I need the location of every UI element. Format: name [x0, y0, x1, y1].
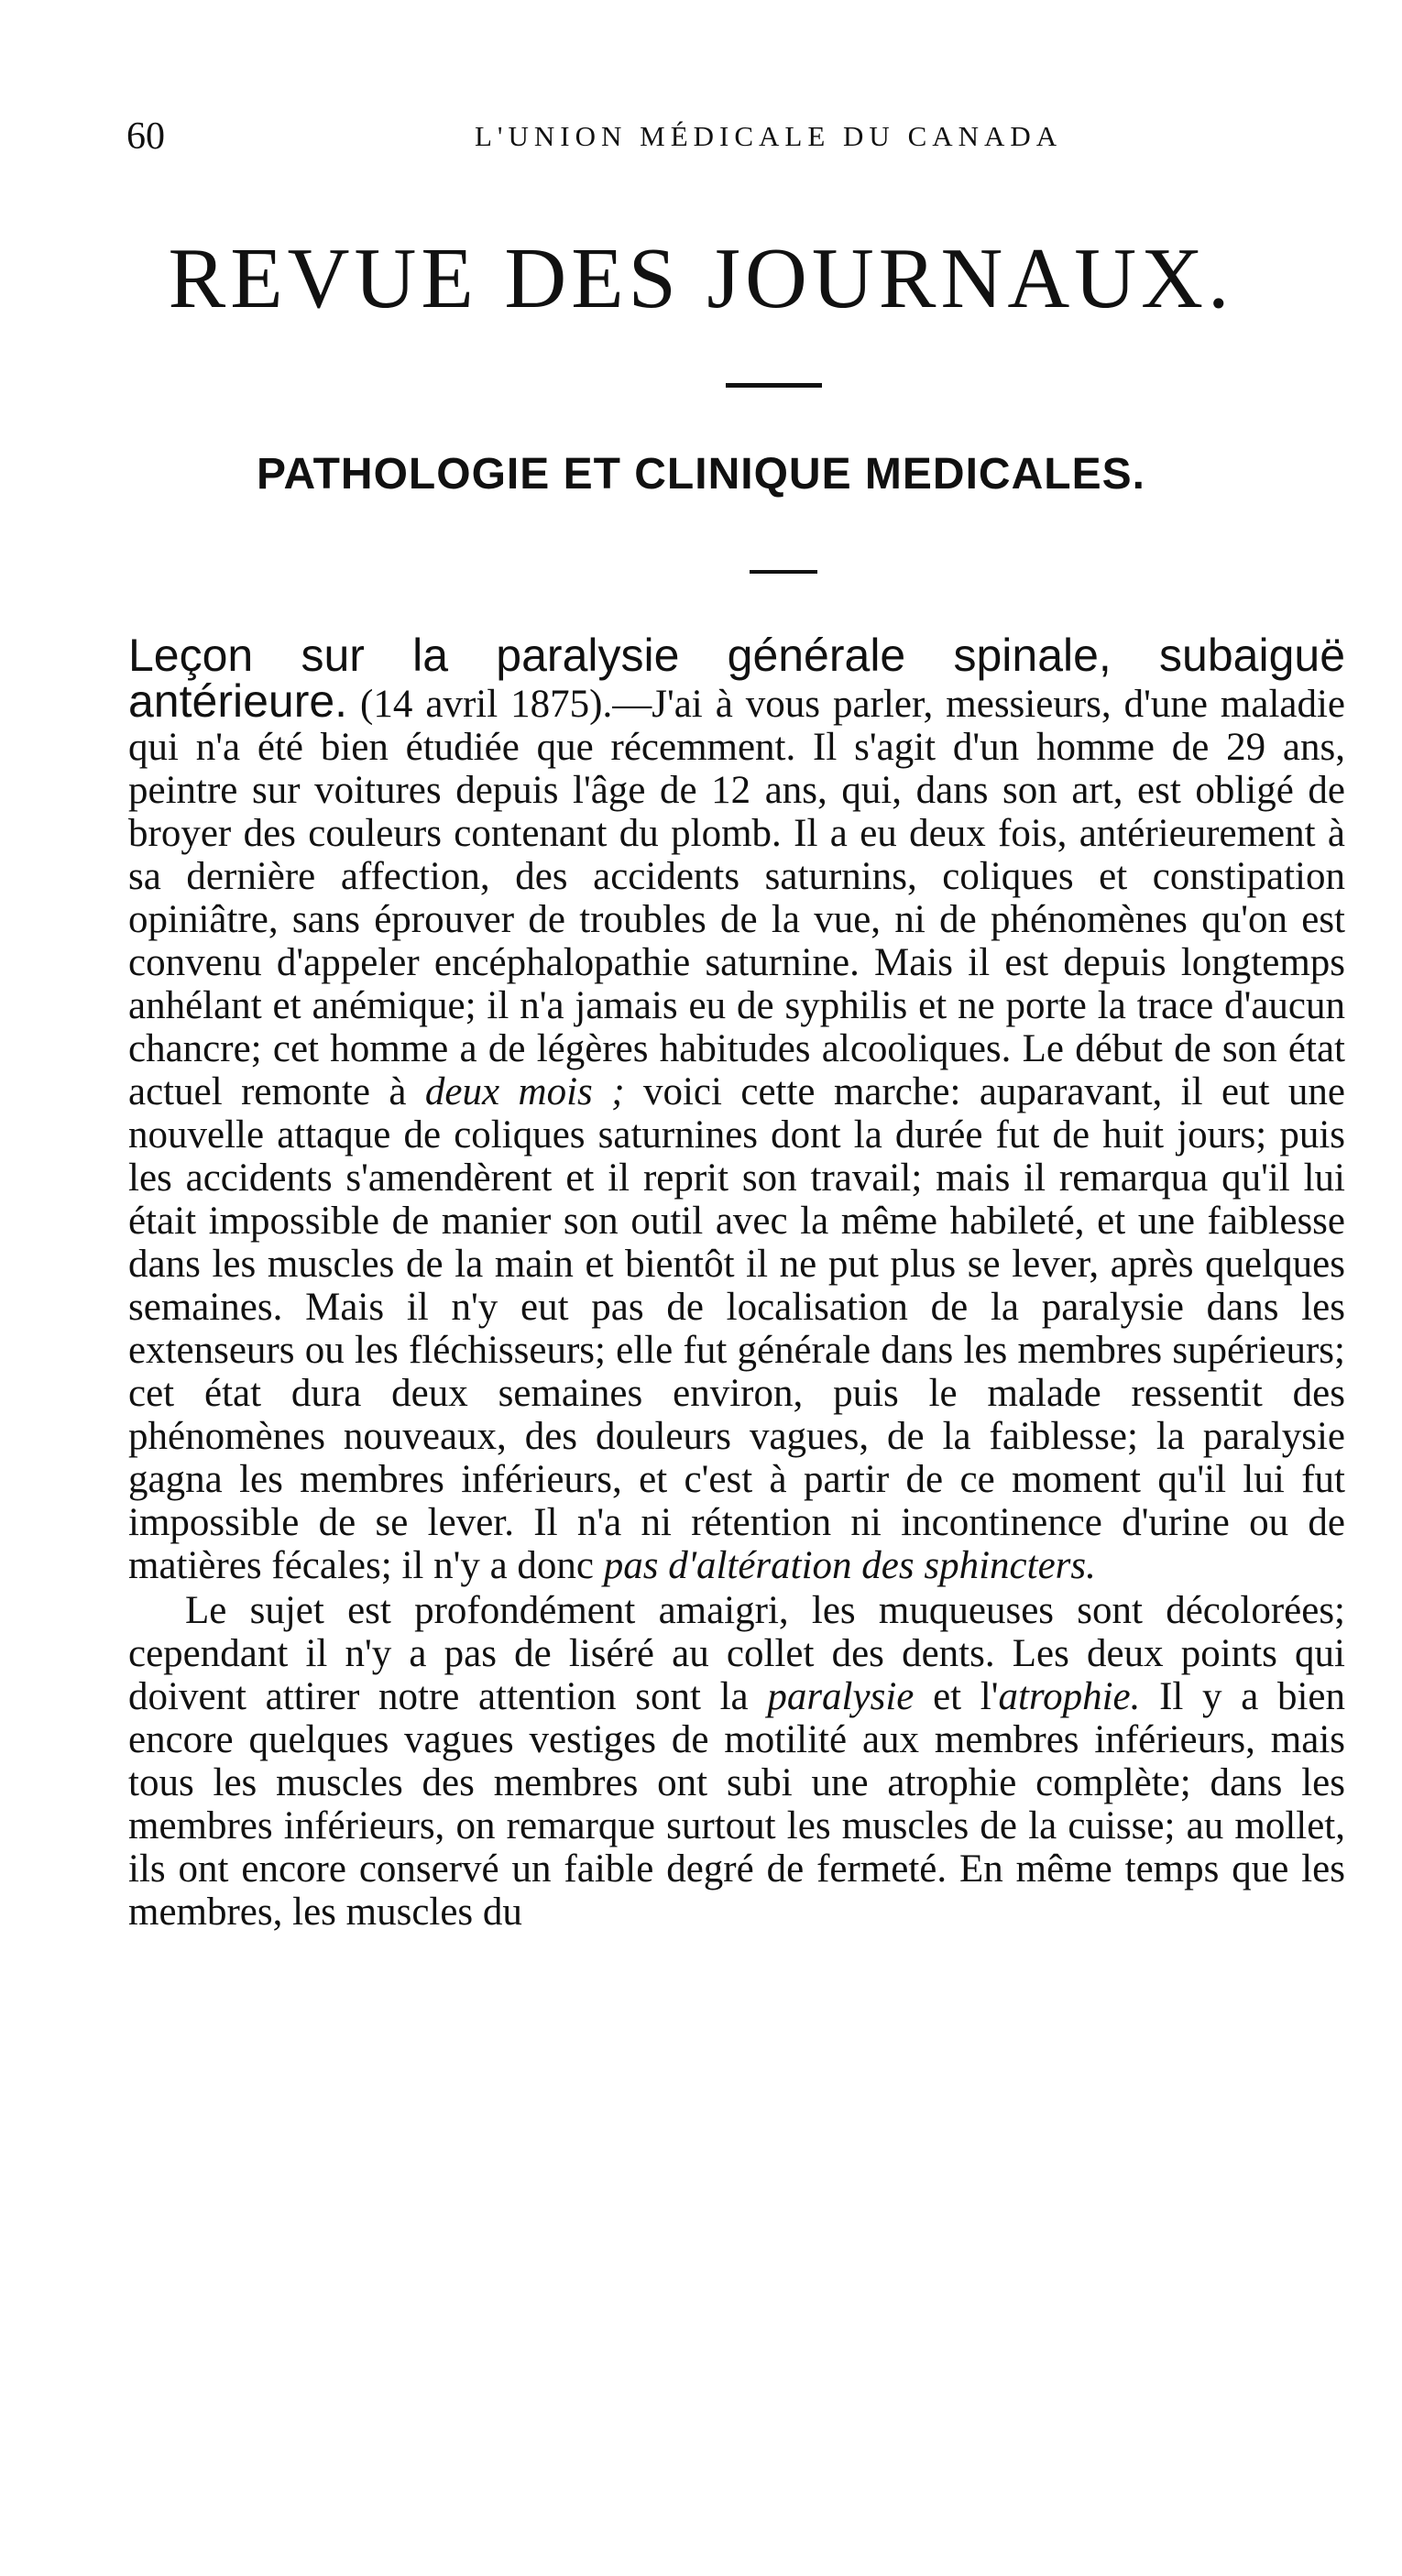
paragraph-1-italic-a: deux mois ; [424, 1070, 625, 1113]
paragraph-1-text-a: —J'ai à vous parler, messieurs, d'une maladie qui n'a été bien étudiée que récemment. Il s'agit d'un homme de 29 ans, peintre sur voitures depuis l'âge de 12 ans, qui, dans son art, est obligé de broyer des couleurs contenant du plomb. Il a eu deux fois, antérieurement à sa dernière affection, des accidents saturnins, coliques et constipation opiniâtre, sans éprouver de troubles de la vue, ni de phénomènes qu'on est convenu d'appeler encéphalopathie saturnine. Mais il est depuis longtemps anhélant et anémique; il n'a jamais eu de syphilis et ne porte la trace d'aucun chancre; cet homme a de légères habitudes alcooliques. Le début de son état actuel remonte à [128, 683, 1346, 1113]
paragraph-2 [128, 1589, 1345, 1934]
paragraph-2-italic-b: atrophie. [998, 1675, 1141, 1718]
paragraph-2-italic-a: paralysie [767, 1675, 915, 1718]
article-lead-title: Leçon sur la paralysie générale spinale, subaiguë antérieure. [128, 630, 1345, 727]
title-divider [726, 383, 822, 388]
paragraph-2-text-a: Le sujet est profondément amaigri, les muqueuses sont décolorées; cependant il n'y a pas de liséré au collet des dents. Les deux points qui doivent attirer notre attention sont la [128, 1589, 1345, 1718]
article-date: (14 avril 1875). [360, 683, 613, 726]
article-body [128, 630, 1346, 1934]
page-header [126, 115, 1283, 160]
section-title: PATHOLOGIE ET CLINIQUE MEDICALES. [257, 450, 1145, 499]
paragraph-2-text-b: et l' [933, 1675, 999, 1718]
paragraph-2-text-c: Il y a bien encore quelques vagues vestiges de motilité aux membres inférieurs, mais tous les muscles des membres ont subi une atrophie complète; dans les membres inférieurs, on remarque surtout les muscles de la cuisse; au mollet, ils ont encore conservé un faible degré de fermeté. En même temps que les membres, les muscles du [128, 1675, 1346, 1934]
page-number: 60 [126, 115, 165, 158]
section-divider [750, 570, 817, 574]
running-head: L'UNION MÉDICALE DU CANADA [475, 120, 1063, 152]
paragraph-1-text-b: voici cette marche: auparavant, il eut une nouvelle attaque de coliques saturnines dont la durée fut de huit jours; puis les accidents s'amendèrent et il reprit son travail; mais il remarqua qu'il lui était impossible de manier son outil avec la même habileté, et une faiblesse dans les muscles de la main et bientôt il ne put plus se lever, après quelques semaines. Mais il n'y eut pas de localisation de la paralysie dans les extenseurs ou les fléchisseurs; elle fut générale dans les membres supérieurs; cet état dura deux semaines environ, puis le malade ressentit des phénomènes nouveaux, des douleurs vagues, de la faiblesse; la paralysie gagna les membres inférieurs, et c'est à partir de ce moment qu'il lui fut impossible de se lever. Il n'a ni rétention ni incontinence d'urine ou de matières fécales; il n'y a donc [128, 1070, 1346, 1587]
paragraph-1-italic-b: pas d'altération des sphincters. [603, 1544, 1096, 1587]
paragraph-1 [128, 630, 1346, 1587]
page-title: REVUE DES JOURNAUX. [168, 231, 1234, 326]
